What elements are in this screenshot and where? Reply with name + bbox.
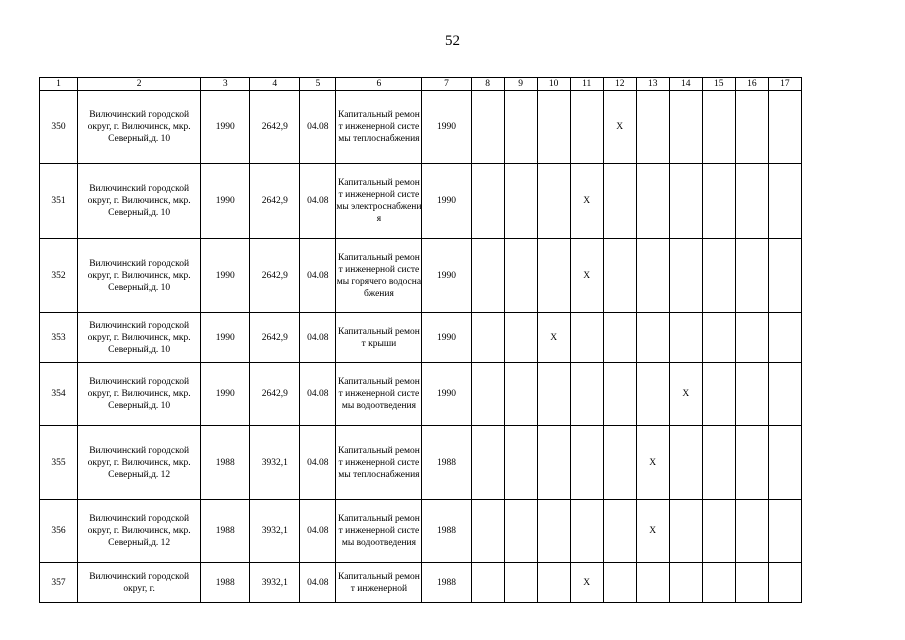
empty-cell [504, 363, 537, 426]
table-row [40, 363, 802, 426]
empty-cell [768, 363, 801, 426]
construction-year-cell: 1990 [201, 313, 250, 363]
empty-cell [603, 164, 636, 239]
row-number: 351 [40, 164, 78, 239]
repair-schedule-table [39, 77, 802, 603]
mark-cell: X [570, 563, 603, 603]
empty-cell [504, 164, 537, 239]
column-header: 16 [735, 78, 768, 91]
work-type-cell: Капитальный ремонт крыши [336, 313, 422, 363]
empty-cell [603, 363, 636, 426]
mark-cell: X [570, 164, 603, 239]
plan-year-cell: 1988 [422, 426, 471, 500]
empty-cell [735, 313, 768, 363]
table-row [40, 426, 802, 500]
area-cell: 2642,9 [250, 91, 300, 164]
address-cell: Вилючинский городской округ, г. Вилючинск, мкр. Северный,д. 10 [78, 363, 201, 426]
plan-year-cell: 1990 [422, 313, 471, 363]
column-header: 5 [300, 78, 336, 91]
empty-cell [768, 426, 801, 500]
mark-cell: X [636, 426, 669, 500]
empty-cell [570, 500, 603, 563]
area-cell: 2642,9 [250, 313, 300, 363]
empty-cell [768, 164, 801, 239]
empty-cell [636, 164, 669, 239]
address-cell: Вилючинский городской округ, г. [78, 563, 201, 603]
empty-cell [603, 313, 636, 363]
empty-cell [504, 239, 537, 313]
empty-cell [702, 563, 735, 603]
empty-cell [735, 91, 768, 164]
column-header: 15 [702, 78, 735, 91]
code-cell: 04.08 [300, 313, 336, 363]
address-cell: Вилючинский городской округ, г. Вилючинск, мкр. Северный,д. 10 [78, 164, 201, 239]
column-header: 2 [78, 78, 201, 91]
table-row [40, 313, 802, 363]
column-header: 8 [471, 78, 504, 91]
table-row [40, 239, 802, 313]
column-header: 3 [201, 78, 250, 91]
area-cell: 3932,1 [250, 563, 300, 603]
construction-year-cell: 1988 [201, 426, 250, 500]
row-number: 353 [40, 313, 78, 363]
construction-year-cell: 1990 [201, 363, 250, 426]
work-type-cell: Капитальный ремонт инженерной системы горячего водоснабжения [336, 239, 422, 313]
area-cell: 3932,1 [250, 500, 300, 563]
empty-cell [768, 563, 801, 603]
area-cell: 2642,9 [250, 363, 300, 426]
plan-year-cell: 1990 [422, 239, 471, 313]
empty-cell [471, 164, 504, 239]
code-cell: 04.08 [300, 363, 336, 426]
address-cell: Вилючинский городской округ, г. Вилючинск, мкр. Северный,д. 10 [78, 313, 201, 363]
empty-cell [504, 426, 537, 500]
empty-cell [669, 164, 702, 239]
empty-cell [537, 563, 570, 603]
plan-year-cell: 1990 [422, 164, 471, 239]
empty-cell [669, 500, 702, 563]
column-header: 17 [768, 78, 801, 91]
empty-cell [570, 91, 603, 164]
construction-year-cell: 1990 [201, 239, 250, 313]
empty-cell [471, 563, 504, 603]
empty-cell [504, 500, 537, 563]
empty-cell [603, 239, 636, 313]
empty-cell [735, 426, 768, 500]
code-cell: 04.08 [300, 500, 336, 563]
table-row [40, 91, 802, 164]
empty-cell [537, 91, 570, 164]
empty-cell [603, 500, 636, 563]
work-type-cell: Капитальный ремонт инженерной системы водоотведения [336, 500, 422, 563]
empty-cell [471, 363, 504, 426]
work-type-cell: Капитальный ремонт инженерной системы теплоснабжения [336, 91, 422, 164]
row-number: 352 [40, 239, 78, 313]
empty-cell [702, 164, 735, 239]
column-header: 11 [570, 78, 603, 91]
work-type-cell: Капитальный ремонт инженерной системы электроснабжения [336, 164, 422, 239]
empty-cell [735, 500, 768, 563]
row-number: 357 [40, 563, 78, 603]
work-type-cell: Капитальный ремонт инженерной системы водоотведения [336, 363, 422, 426]
mark-cell: X [636, 500, 669, 563]
empty-cell [504, 91, 537, 164]
empty-cell [702, 91, 735, 164]
mark-cell: X [570, 239, 603, 313]
empty-cell [570, 313, 603, 363]
column-header: 6 [336, 78, 422, 91]
empty-cell [735, 563, 768, 603]
empty-cell [537, 363, 570, 426]
plan-year-cell: 1988 [422, 563, 471, 603]
work-type-cell: Капитальный ремонт инженерной [336, 563, 422, 603]
empty-cell [471, 239, 504, 313]
table-row [40, 164, 802, 239]
construction-year-cell: 1988 [201, 500, 250, 563]
empty-cell [669, 239, 702, 313]
address-cell: Вилючинский городской округ, г. Вилючинск, мкр. Северный,д. 10 [78, 239, 201, 313]
column-header: 7 [422, 78, 471, 91]
empty-cell [702, 363, 735, 426]
column-header: 13 [636, 78, 669, 91]
page-number: 52 [445, 33, 460, 49]
row-number: 356 [40, 500, 78, 563]
empty-cell [669, 91, 702, 164]
table-row [40, 500, 802, 563]
table-row [40, 563, 802, 603]
empty-cell [669, 426, 702, 500]
plan-year-cell: 1988 [422, 500, 471, 563]
empty-cell [537, 426, 570, 500]
empty-cell [702, 239, 735, 313]
area-cell: 2642,9 [250, 164, 300, 239]
empty-cell [636, 313, 669, 363]
empty-cell [669, 563, 702, 603]
empty-cell [735, 164, 768, 239]
row-number: 354 [40, 363, 78, 426]
mark-cell: X [603, 91, 636, 164]
empty-cell [669, 313, 702, 363]
construction-year-cell: 1988 [201, 563, 250, 603]
area-cell: 3932,1 [250, 426, 300, 500]
empty-cell [768, 500, 801, 563]
column-header: 4 [250, 78, 300, 91]
empty-cell [768, 91, 801, 164]
empty-cell [702, 426, 735, 500]
empty-cell [636, 239, 669, 313]
empty-cell [603, 426, 636, 500]
empty-cell [636, 91, 669, 164]
empty-cell [636, 563, 669, 603]
empty-cell [702, 500, 735, 563]
empty-cell [735, 239, 768, 313]
plan-year-cell: 1990 [422, 363, 471, 426]
plan-year-cell: 1990 [422, 91, 471, 164]
empty-cell [471, 91, 504, 164]
empty-cell [471, 500, 504, 563]
empty-cell [702, 313, 735, 363]
mark-cell: X [537, 313, 570, 363]
code-cell: 04.08 [300, 91, 336, 164]
empty-cell [504, 313, 537, 363]
empty-cell [603, 563, 636, 603]
empty-cell [537, 164, 570, 239]
empty-cell [537, 239, 570, 313]
code-cell: 04.08 [300, 164, 336, 239]
empty-cell [504, 563, 537, 603]
header-row [40, 78, 802, 91]
construction-year-cell: 1990 [201, 91, 250, 164]
row-number: 350 [40, 91, 78, 164]
code-cell: 04.08 [300, 239, 336, 313]
column-header: 1 [40, 78, 78, 91]
mark-cell: X [669, 363, 702, 426]
column-header: 14 [669, 78, 702, 91]
empty-cell [570, 426, 603, 500]
empty-cell [735, 363, 768, 426]
address-cell: Вилючинский городской округ, г. Вилючинск, мкр. Северный,д. 12 [78, 500, 201, 563]
address-cell: Вилючинский городской округ, г. Вилючинск, мкр. Северный,д. 10 [78, 91, 201, 164]
empty-cell [768, 239, 801, 313]
empty-cell [537, 500, 570, 563]
address-cell: Вилючинский городской округ, г. Вилючинск, мкр. Северный,д. 12 [78, 426, 201, 500]
column-header: 9 [504, 78, 537, 91]
code-cell: 04.08 [300, 563, 336, 603]
row-number: 355 [40, 426, 78, 500]
empty-cell [768, 313, 801, 363]
construction-year-cell: 1990 [201, 164, 250, 239]
empty-cell [570, 363, 603, 426]
column-header: 12 [603, 78, 636, 91]
empty-cell [636, 363, 669, 426]
area-cell: 2642,9 [250, 239, 300, 313]
empty-cell [471, 313, 504, 363]
empty-cell [471, 426, 504, 500]
column-header: 10 [537, 78, 570, 91]
work-type-cell: Капитальный ремонт инженерной системы теплоснабжения [336, 426, 422, 500]
code-cell: 04.08 [300, 426, 336, 500]
